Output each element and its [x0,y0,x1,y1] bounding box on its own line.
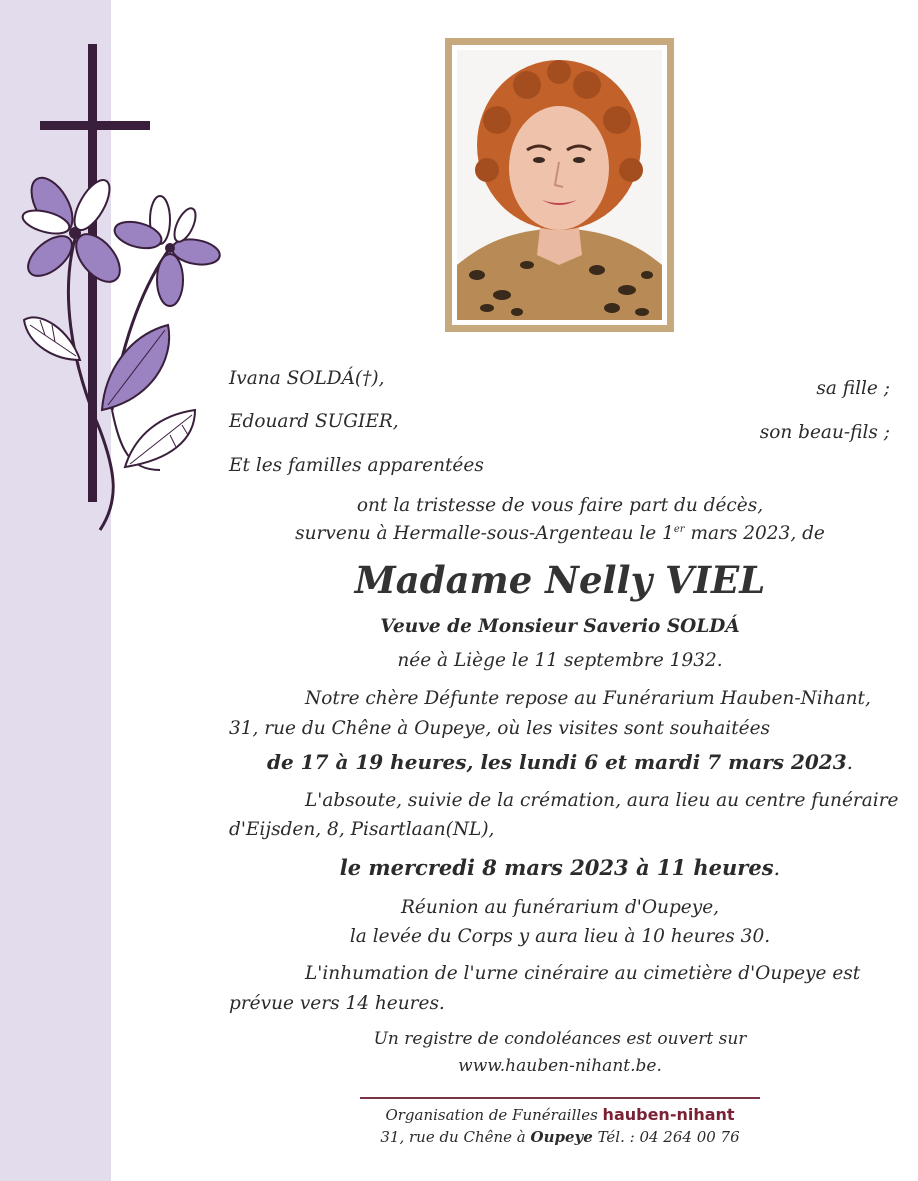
portrait-frame [445,38,674,332]
footer-address: 31, rue du Chêne à Oupeye Tél. : 04 264 00 76 [380,1128,740,1146]
meeting-line: Réunion au funérarium d'Oupeye, [400,897,720,918]
ceremony-line: L'absoute, suivie de la crémation, aura lieu au centre funéraire [305,790,899,811]
footer-divider [360,1097,760,1099]
brand-logo: hauben-nihant [602,1105,735,1124]
ceremony-line: d'Eijsden, 8, Pisartlaan(NL), [229,819,495,840]
visits-line: Notre chère Défunte repose au Funérarium Hauben-Nihant, [305,688,871,709]
announcement-line: survenu à Hermalle-sous-Argenteau le 1er mars 2023, de [295,523,825,544]
burial-line: prévue vers 14 heures. [229,993,445,1014]
family-member-name: Ivana SOLDÁ(†), [229,368,385,389]
registry-line: Un registre de condoléances est ouvert sur [373,1029,747,1049]
visits-hours: de 17 à 19 heures, les lundi 6 et mardi 7 mars 2023. [267,750,853,774]
deceased-name: Madame Nelly VIEL [354,558,766,602]
registry-url[interactable]: www.hauben-nihant.be. [458,1056,662,1076]
portrait-photo [457,50,662,320]
footer-organisation: Organisation de Funérailles hauben-nihant [385,1105,735,1124]
announcement-line: ont la tristesse de vous faire part du décès, [356,495,764,516]
burial-line: L'inhumation de l'urne cinéraire au cimetière d'Oupeye est [305,963,861,984]
ceremony-date: le mercredi 8 mars 2023 à 11 heures. [339,855,781,880]
family-relatives: Et les familles apparentées [229,455,484,476]
family-member-name: Edouard SUGIER, [229,411,399,432]
meeting-line: la levée du Corps y aura lieu à 10 heures 30. [349,926,771,947]
cross-with-flowers-icon [0,30,240,550]
visits-line: 31, rue du Chêne à Oupeye, où les visites sont souhaitées [229,718,771,739]
family-member-relation: son beau-fils ; [759,422,890,443]
widow-of: Veuve de Monsieur Saverio SOLDÁ [380,616,740,637]
birth-info: née à Liège le 11 septembre 1932. [397,650,723,671]
family-member-relation: sa fille ; [816,378,890,399]
